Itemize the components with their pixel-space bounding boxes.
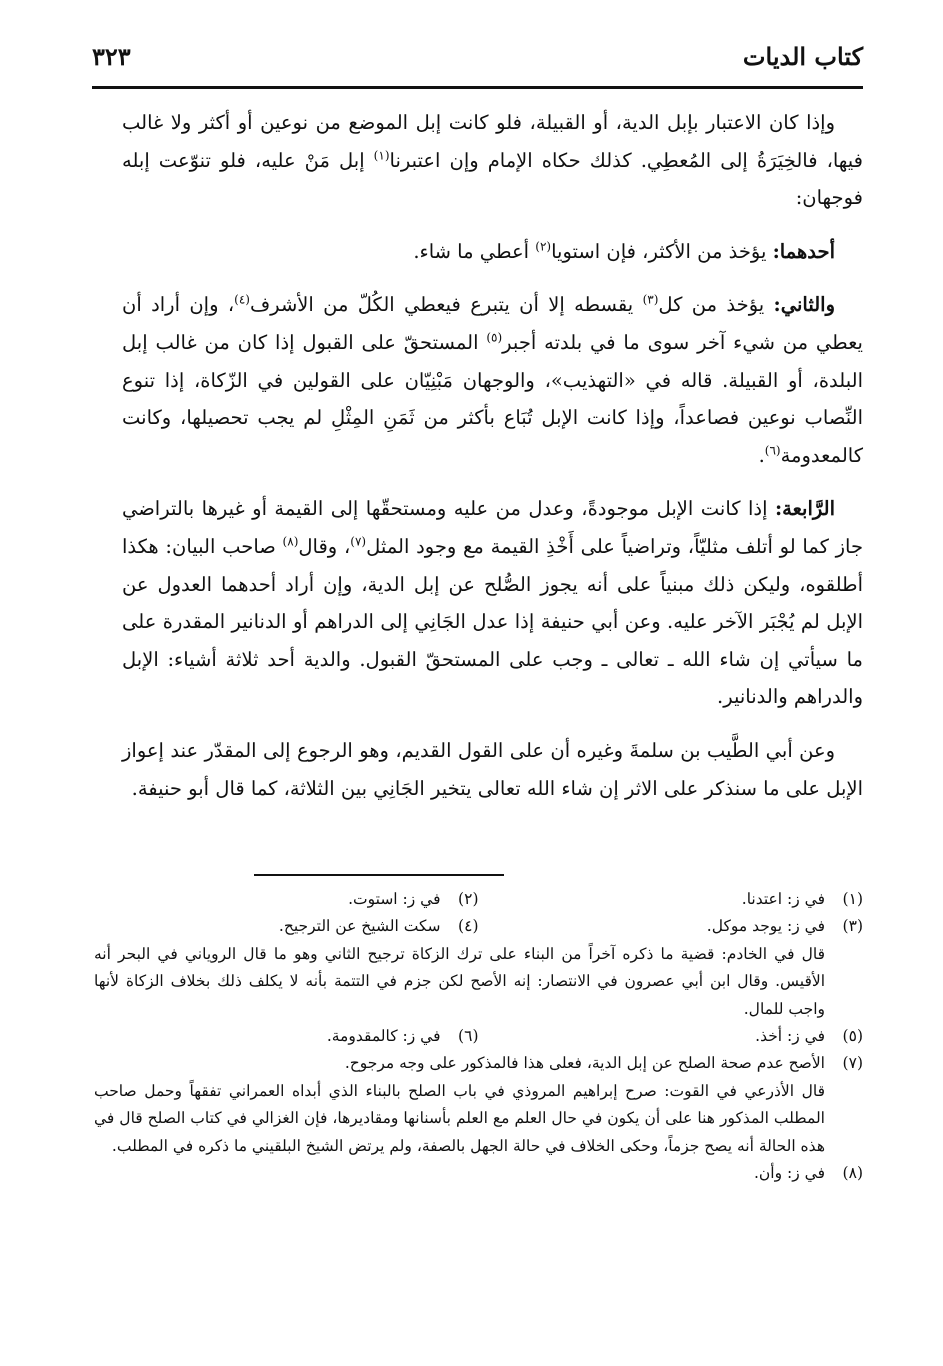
footnote-3-continuation: قال في الخادم: قضية ما ذكره آخراً من البناء على ترك الزكاة ترجيح الثاني وهو ما قال الروياني في البحر أنه الأقيس. وقال ابن أبي عصرون في الانتصار: إنه الأصح لكن جزم في التتمة بأنه لا يكلف ذلك بخلاف الزكاة لأنها واجب للمال.: [94, 944, 825, 1018]
footnote-number: (٤): [458, 917, 479, 936]
paragraph-2-text: يؤخذ من الأكثر، فإن استويا: [551, 239, 773, 263]
footnote-ref-2: (٢): [535, 239, 552, 254]
footnote-text: في ز: أخذ.: [755, 1027, 825, 1046]
footnote-number: (٣): [842, 917, 863, 936]
paragraph-2-lead: أحدهما:: [772, 239, 835, 263]
footnote-4: [94, 913, 479, 940]
footnote-text: في ز: استوت.: [348, 890, 441, 908]
footnote-2: [94, 886, 479, 913]
paragraph-3-text-5: .: [758, 443, 765, 467]
footnote-number: (٨): [842, 1164, 863, 1183]
footnote-1: [479, 886, 864, 913]
footnote-3: [479, 913, 864, 940]
footnote-text: الأصح عدم صحة الصلح عن إبل الدية، فعلى هذا فالمذكور على وجه مرجوح.: [344, 1054, 825, 1073]
footnote-text: في ز: يوجد موكل.: [706, 917, 825, 936]
footnote-row-5-6: [94, 1023, 863, 1050]
paragraph-2: [122, 233, 863, 271]
footnote-row-1-2: [94, 886, 863, 913]
paragraph-5-text: وعن أبي الطَّيب بن سلمةَ وغيره أن على القول القديم، وهو الرجوع إلى المقدّر عند إعواز الإبل على ما سنذكر على الاثر إن شاء الله تعالى يتخير الجَانِي بين الثلاثة، كما قال أبو حنيفة.: [122, 738, 863, 800]
footnote-8: [94, 1160, 863, 1187]
footnote-ref-4: (٤): [234, 292, 250, 307]
main-text: [122, 104, 863, 823]
footnote-text: في ز: وأن.: [754, 1164, 825, 1183]
paragraph-3-text-1: يؤخذ من كل: [658, 293, 774, 317]
running-title: كتاب الديات: [742, 42, 863, 71]
footnote-6: [94, 1023, 479, 1050]
footnote-text: سكت الشيخ عن الترجيح.: [278, 917, 441, 936]
footnote-number: (٥): [842, 1027, 863, 1046]
paragraph-4-lead: الرَّابعة:: [774, 497, 835, 521]
footnote-ref-7: (٧): [350, 534, 367, 549]
paragraph-4-text-3: صاحب البيان: هكذا أطلقوه، وليكن ذلك مبنياً على أنه يجوز الصُّلح عن إبل الدية، وإن أراد أحدهما العدول عن الإبل لم يُجْبَر الآخر عليه. وعن أبي حنيفة إذا عدل الجَانِي إلى الدراهم أو الدنانير المقدرة على ما سيأتي إن شاء الله ـ تعالى ـ وجب على المستحقّ القبول. والدية أحد ثلاثة أشياء: الإبل والدراهم والدنانير.: [122, 534, 863, 709]
page-header: [92, 36, 863, 89]
footnote-number: (١): [842, 890, 863, 908]
paragraph-4-text-1: إذا كانت الإبل موجودةً، وعدل من عليه ومستحقّها إلى القيمة أو غيرها بالتراضي جاز كما لو أتلف مثليّاً، وتراضياً على أَخْذِ القيمة مع وجود المثل: [122, 497, 863, 558]
footnote-5: [479, 1023, 864, 1050]
paragraph-3: [122, 286, 863, 474]
paragraph-5: [122, 732, 863, 807]
footnote-text: في ز: اعتدنا.: [741, 890, 825, 908]
paragraph-4-text-2: ، وقال: [298, 534, 351, 558]
footnote-divider: [254, 874, 504, 876]
footnote-7-continuation: قال الأذرعي في القوت: صرح إبراهيم المروذي في باب الصلح بالبناء الذي أبداه العمراني تفقهاً وحمل صاحب المطلب المذكور هنا على أن يكون في حال العلم مع العلم بأسنانها ومقاديرها، فإن الغزالي في كتاب الصلح قال في هذه الحالة أنه يصح جزماً، وحكى الخلاف في حالة الجهل بالصفة، ولم يرتض الشيخ البلقيني ما ذكره في المطلب.: [94, 1081, 825, 1155]
footnote-ref-3: (٣): [642, 292, 659, 307]
paragraph-2-text-after: أعطي ما شاء.: [413, 239, 536, 263]
paragraph-3-text-2: يقسطه إلا أن يتبرع فيعطي الكُلّ من الأشرف: [249, 293, 643, 317]
footnote-ref-8: (٨): [282, 534, 299, 549]
paragraph-3-lead: والثاني:: [773, 293, 836, 317]
footnote-text: في ز: كالمقدومة.: [326, 1027, 441, 1046]
footnote-number: (٢): [458, 890, 479, 908]
paragraph-1-text: وإذا كان الاعتبار بإبل الدية، أو القبيلة، فلو كانت إبل الموضع من نوعين أو أكثر ولا غالب فيها، فالخِيَرَةُ إلى المُعطِي. كذلك حكاه الإمام وإن اعتبرنا: [122, 111, 864, 172]
footnote-ref-6: (٦): [764, 443, 781, 458]
footnote-ref-1: (١): [373, 148, 390, 163]
footnote-number: (٧): [842, 1054, 863, 1073]
page-number: ٣٢٣: [92, 42, 131, 71]
footnote-7: [94, 1050, 863, 1077]
footnote-ref-5: (٥): [486, 330, 503, 345]
footnotes: [94, 886, 863, 1187]
paragraph-3-text-4: المستحقّ على القبول إذا كان من غالب إبل البلدة، أو القبيلة. قاله في «التهذيب»، والوجهان مَبْنِيّان على القولين في الزّكاة، إذا تنوع النِّصاب نوعين فصاعداً، وإذا كانت الإبل تُبَاع بأكثر من ثَمَنِ المِثْلِ لم يجب تحصيلها، وكانت كالمعدومة: [122, 330, 863, 467]
paragraph-3-text-3: ، وإن أراد أن يعطي من شيء آخر سوى ما في بلدته أجبر: [122, 293, 863, 354]
footnote-number: (٦): [458, 1027, 479, 1046]
paragraph-1-text-after: إبل مَنْ عليه، فلو تنوّعت إبله فوجهان:: [122, 148, 863, 210]
paragraph-1: [122, 104, 863, 217]
paragraph-4: [122, 490, 863, 716]
footnote-row-3-4: [94, 913, 863, 940]
